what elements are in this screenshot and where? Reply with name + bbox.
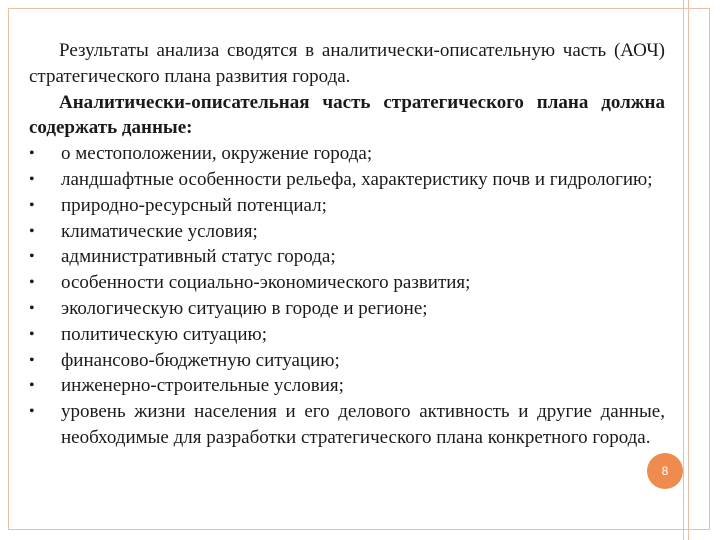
- bullet-icon: •: [29, 377, 35, 395]
- list-item-text: административный статус города;: [61, 246, 336, 268]
- bullet-icon: •: [29, 248, 35, 266]
- list-item-text: политическую ситуацию;: [61, 323, 267, 345]
- list-item-text: ландшафтные особенности рельефа, характеристику почв и гидрологию;: [61, 168, 653, 190]
- bullet-icon: •: [29, 274, 35, 292]
- list-item: [29, 373, 665, 399]
- bullet-icon: •: [29, 196, 35, 214]
- bullet-icon: •: [29, 403, 35, 421]
- right-rail-line: [683, 0, 684, 540]
- list-item: [29, 219, 665, 245]
- list-item: [29, 167, 665, 193]
- bullet-icon: •: [29, 325, 35, 343]
- list-item-text: особенности социально-экономического развития;: [61, 272, 471, 294]
- list-item: [29, 322, 665, 348]
- list-item: [29, 141, 665, 167]
- right-rail-line-inner: [688, 0, 689, 540]
- bullet-icon: •: [29, 351, 35, 369]
- section-heading: Аналитически-описательная часть стратегического плана должна содержать данные:: [29, 91, 665, 139]
- bullet-icon: •: [29, 222, 35, 240]
- list-item-text: уровень жизни населения и его делового активность и другие данные, необходимые для разработки стратегического плана конкретного города.: [61, 401, 665, 448]
- list-item-text: природно-ресурсный потенциал;: [61, 194, 327, 216]
- bullet-icon: •: [29, 170, 35, 188]
- page-number-badge: 8: [647, 453, 683, 489]
- list-item-text: экологическую ситуацию в городе и регионе;: [61, 297, 428, 319]
- intro-paragraph: Результаты анализа сводятся в аналитически-описательную часть (АОЧ) стратегического плана развития города.: [29, 40, 665, 87]
- list-item: [29, 348, 665, 374]
- list-item-text: о местоположении, окружение города;: [61, 143, 373, 165]
- list-item-text: инженерно-строительные условия;: [61, 375, 344, 397]
- bullet-icon: •: [29, 145, 35, 163]
- list-item: [29, 296, 665, 322]
- slide-content: [29, 38, 665, 451]
- list-item-text: климатические условия;: [61, 220, 258, 242]
- list-item: [29, 270, 665, 296]
- bullet-icon: •: [29, 299, 35, 317]
- list-item: [29, 193, 665, 219]
- list-item-text: финансово-бюджетную ситуацию;: [61, 349, 340, 371]
- list-item: [29, 399, 665, 451]
- list-item: [29, 244, 665, 270]
